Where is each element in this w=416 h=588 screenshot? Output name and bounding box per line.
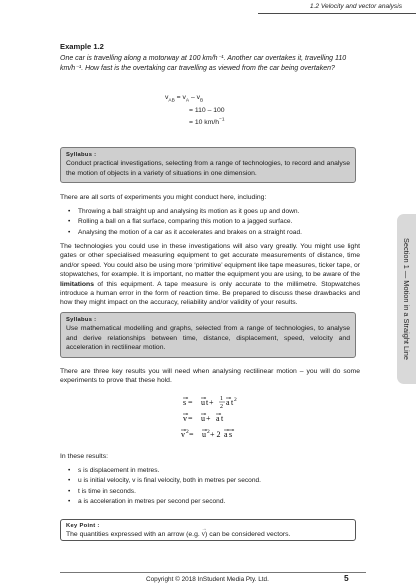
svg-text:2: 2 xyxy=(186,429,189,435)
list-item: • a is acceleration in metres per second per second. xyxy=(68,497,358,507)
svg-text:2: 2 xyxy=(207,429,210,435)
svg-text:u: u xyxy=(201,414,205,423)
copyright: Copyright © 2018 InStudent Media Pty. Ltd. xyxy=(146,576,269,583)
svg-text:2: 2 xyxy=(234,397,237,403)
svg-text:+: + xyxy=(206,414,211,423)
syllabus-box-1 xyxy=(60,147,356,183)
results-list xyxy=(68,466,358,508)
working-line-2: = 110 – 100 xyxy=(189,106,225,114)
svg-text:a: a xyxy=(224,430,228,439)
list-item: • s is displacement in metres. xyxy=(68,466,358,476)
working-line-1: $v_{AB} = v_A - v_B$ xyxy=(165,94,204,104)
svg-text:a: a xyxy=(226,398,230,407)
svg-text:v: v xyxy=(183,414,187,423)
key-results-intro: There are three key results you will need when analysing rectilinear motion – you will do some experiments to prove that these hold. xyxy=(60,368,360,385)
svg-text:+: + xyxy=(209,398,214,407)
key-point-text: The quantities expressed with an arrow (e.g. → v) can be considered vectors. xyxy=(66,527,291,538)
svg-text:t: t xyxy=(206,398,209,407)
footer-rule xyxy=(60,572,366,573)
working-line-3: = 10 $km/h^{-1}$ xyxy=(189,117,225,126)
list-item: • t is time in seconds. xyxy=(68,487,358,497)
technologies-paragraph: The technologies you could use in these investigations will also vary greatly. You might use light gates or other specialised measuring equipment to get accurate measurements of distance, time and/or speed. You could also be using more ‘primitive’ equipment like tape measures, ticker tape, or stopwatches, for example. It is important, no matter the equipment you are using, to be aware of the limitations of this equipment. A tape measure is only accurate to the millimetre. Stopwatches introduce a human error in the form of reaction time. Be prepared to discuss these drawbacks and how they might impact on the accuracy, reliability and/or validity of your results. xyxy=(60,243,360,307)
svg-text:s: s xyxy=(183,398,187,407)
svg-text:=: = xyxy=(188,398,193,407)
svg-text:t: t xyxy=(221,414,224,423)
example-title: Example 1.2 xyxy=(60,42,104,51)
svg-text:u: u xyxy=(202,430,206,439)
svg-text:=: = xyxy=(189,430,194,439)
list-item: • u is initial velocity, v is final velocity, both in metres per second. xyxy=(68,476,358,486)
experiments-intro: There are all sorts of experiments you might conduct here, including: xyxy=(60,194,267,201)
experiment-list xyxy=(68,207,358,238)
results-intro: In these results: xyxy=(60,453,108,460)
list-item: • Analysing the motion of a car as it accelerates and brakes on a straight road. xyxy=(68,228,358,238)
svg-text:1: 1 xyxy=(220,396,223,402)
running-head: 1.2 Velocity and vector analysis xyxy=(309,3,402,10)
svg-text:v: v xyxy=(181,430,185,439)
list-item: • Throwing a ball straight up and analysing its motion as it goes up and down. xyxy=(68,207,358,217)
key-point-box xyxy=(60,519,356,541)
syllabus-text: Use mathematical modelling and graphs, selected from a range of technologies, to analyse and derive relationships between time, distance, displacement, speed, velocity and acceleration in rectilinear motion. xyxy=(66,325,350,352)
equation-displacement xyxy=(183,396,237,410)
svg-text:s: s xyxy=(229,430,233,439)
svg-text:=: = xyxy=(188,414,193,423)
svg-text:2: 2 xyxy=(220,404,223,410)
svg-text:u: u xyxy=(201,398,205,407)
example-question: One car is travelling along a motorway at 100 km/h⁻¹. Another car overtakes it, travelling 110 km/h⁻¹. How fast is the overtaking car travelling as viewed from the car being overtaken? xyxy=(60,55,347,72)
equation-velocity xyxy=(183,414,224,423)
key-point-label: Key Point : xyxy=(66,523,100,529)
syllabus-box-2 xyxy=(60,312,356,358)
equation-velocity-squared xyxy=(181,429,234,439)
syllabus-label: Syllabus : xyxy=(66,152,97,158)
svg-text:a: a xyxy=(216,414,220,423)
syllabus-label: Syllabus : xyxy=(66,317,97,323)
syllabus-text: Conduct practical investigations, selecting from a range of technologies, to record and analyse the motion of objects in a variety of situations in one dimension. xyxy=(66,160,350,177)
list-item: • Rolling a ball on a flat surface, comparing this motion to a jagged surface. xyxy=(68,217,358,227)
example-working xyxy=(165,92,225,130)
page-number: 5 xyxy=(344,573,349,583)
header-rule xyxy=(258,13,416,14)
section-tab-label: Section 1 — Motion in a Straight Line xyxy=(402,237,411,360)
svg-text:+ 2: + 2 xyxy=(210,430,221,439)
kinematic-equations xyxy=(180,393,290,441)
svg-text:t: t xyxy=(231,398,234,407)
